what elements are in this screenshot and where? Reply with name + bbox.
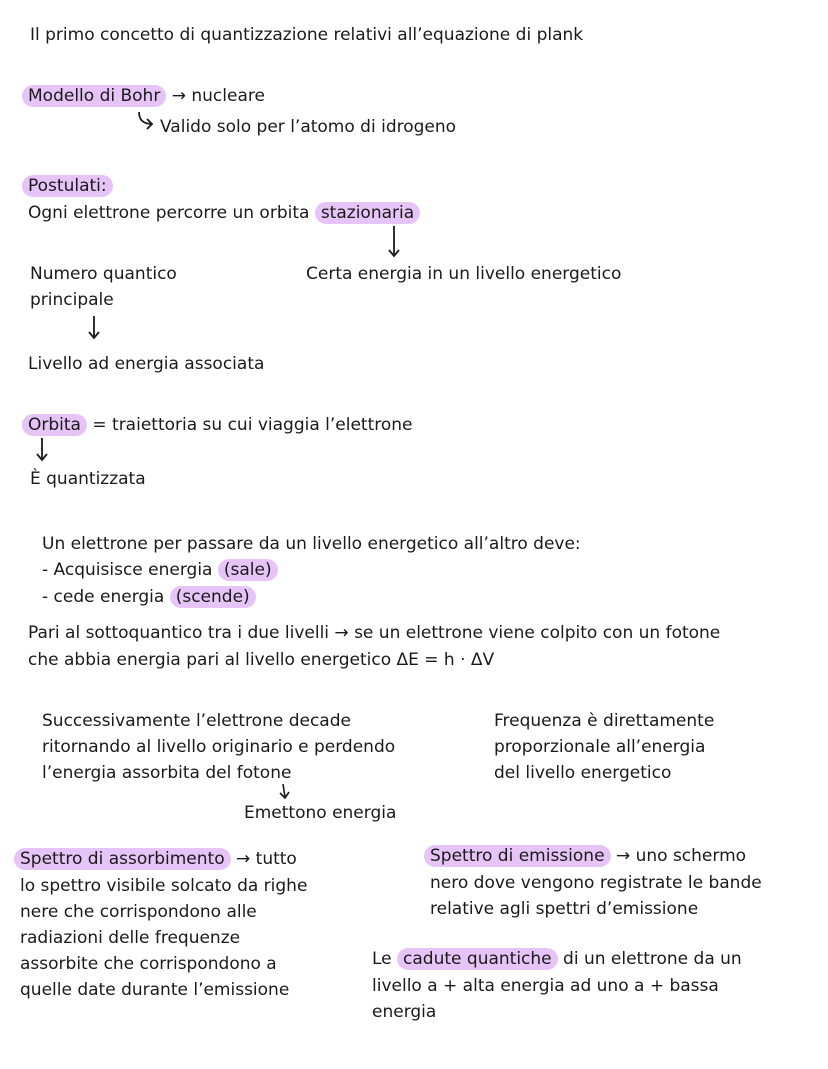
- absorption-line4: radiazioni delle frequenze: [20, 928, 241, 948]
- bohr-term: Modello di Bohr: [22, 85, 166, 107]
- orbit-line: [28, 412, 413, 438]
- postulate-highlight: stazionaria: [315, 202, 420, 224]
- transition-line3-text: - cede energia: [42, 587, 170, 607]
- pari-line2: che abbia energia pari al livello energetico ΔE = h · ΔV: [28, 650, 495, 670]
- quantum-number-line1: Numero quantico: [30, 264, 177, 284]
- absorption-line5: assorbite che corrispondono a: [20, 954, 277, 974]
- quantum-number-line2: principale: [30, 290, 114, 310]
- emit-text: Emettono energia: [244, 803, 397, 823]
- absorption-line3: nere che corrispondono alle: [20, 902, 257, 922]
- drops-line2: livello a + alta energia ad uno a + bassa: [372, 976, 719, 996]
- bohr-line: [28, 83, 265, 109]
- absorption-term: Spettro di assorbimento: [14, 848, 231, 870]
- emission-line2: nero dove vengono registrate le bande: [430, 873, 762, 893]
- emission-term: Spettro di emissione: [424, 845, 611, 867]
- drops-line1: [372, 946, 742, 972]
- decay-line2: ritornando al livello originario e perdendo: [42, 737, 396, 757]
- drops-post: di un elettrone da un: [557, 949, 742, 969]
- scende-highlight: (scende): [170, 586, 256, 608]
- absorption-line1: [20, 846, 297, 872]
- decay-line1: Successivamente l’elettrone decade: [42, 711, 351, 731]
- decay-line3: l’energia assorbita del fotone: [42, 763, 292, 783]
- bohr-valid: Valido solo per l’atomo di idrogeno: [160, 117, 457, 137]
- down-arrow-icon: [386, 224, 402, 260]
- pari-line1: Pari al sottoquantico tra i due livelli → se un elettrone viene colpito con un fotone: [28, 623, 721, 643]
- energy-text: Certa energia in un livello energetico: [306, 264, 622, 284]
- drops-pre: Le: [372, 949, 398, 969]
- frequency-line2: proporzionale all’energia: [494, 737, 706, 757]
- transition-line2: [42, 557, 278, 583]
- bohr-rest: → nucleare: [171, 86, 265, 106]
- transition-line1: Un elettrone per passare da un livello energetico all’altro deve:: [42, 534, 581, 554]
- postulate-text: Ogni elettrone percorre un orbita: [28, 203, 315, 223]
- frequency-line1: Frequenza è direttamente: [494, 711, 715, 731]
- quantized-text: È quantizzata: [30, 469, 146, 489]
- orbit-rest: = traiettoria su cui viaggia l’elettrone: [92, 415, 413, 435]
- emission-line1: [430, 843, 746, 869]
- postulates-title: Postulati:: [22, 175, 113, 197]
- transition-line3: [42, 584, 256, 610]
- postulates-title-line: [28, 173, 113, 199]
- down-arrow-icon: [34, 436, 50, 464]
- transition-line2-text: - Acquisisce energia: [42, 560, 218, 580]
- down-arrow-icon: [277, 783, 291, 801]
- frequency-line3: del livello energetico: [494, 763, 672, 783]
- down-arrow-icon: [86, 314, 102, 342]
- level-text: Livello ad energia associata: [28, 354, 265, 374]
- absorption-line2: lo spettro visibile solcato da righe: [20, 876, 308, 896]
- absorption-rest: → tutto: [236, 849, 297, 869]
- postulate-line: [28, 200, 420, 226]
- emission-line3: relative agli spettri d’emissione: [430, 899, 699, 919]
- curved-arrow-icon: [136, 110, 156, 134]
- drops-line3: energia: [372, 1002, 437, 1022]
- drops-highlight: cadute quantiche: [397, 948, 558, 970]
- absorption-line6: quelle date durante l’emissione: [20, 980, 290, 1000]
- intro-line: Il primo concetto di quantizzazione relativi all’equazione di plank: [30, 25, 584, 45]
- sale-highlight: (sale): [218, 559, 278, 581]
- orbit-term: Orbita: [22, 414, 87, 436]
- emission-rest: → uno schermo: [615, 846, 747, 866]
